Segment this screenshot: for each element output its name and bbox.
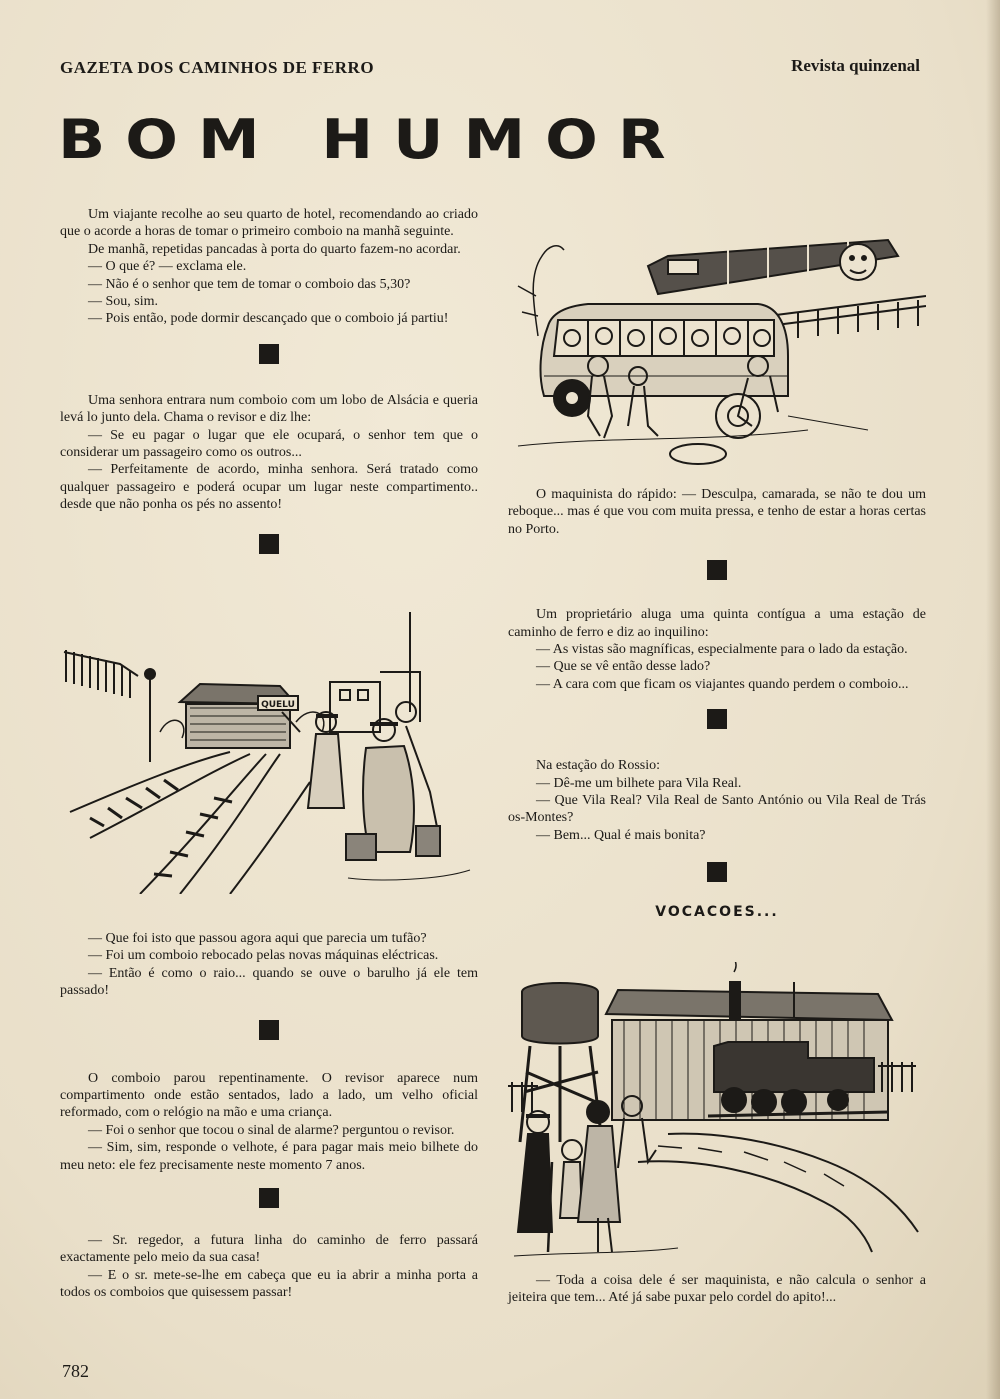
publication-title: GAZETA DOS CAMINHOS DE FERRO [60,58,375,77]
separator-square [259,1188,279,1208]
joke1-paragraph: Um viajante recolhe ao seu quarto de hotel, recomendando ao criado que o acorde a horas de tomar o primeiro comboio na manhã seguinte. [60,207,478,240]
periodicity-label: Revista quinzenal [791,56,920,75]
joke1-line: — Pois então, pode dormir descançado que o comboio já partiu! [88,311,449,327]
joke5-line: — E o sr. mete-se-lhe em cabeça que eu ia abrir a minha porta a todos os comboios que quisessem passar! [60,1267,478,1301]
joke4-paragraph: O comboio parou repentinamente. O revisor aparece num compartimento onde estão sentados, lado a lado, um velho oficial reformado, com o relógio na mão e uma criança. [60,1070,478,1121]
page-edge-shadow [986,0,1000,1399]
bus-illustration-caption: O maquinista do rápido: — Desculpa, camarada, se não te dou um reboque... mas é que vou com muita pressa, e tenho de estar a horas certas no Porto. [508,487,926,537]
joke7-line: Na estação do Rossio: [536,758,661,774]
joke1-paragraph: De manhã, repetidas pancadas à porta do quarto fazem-no acordar. [88,241,461,257]
joke6-line: — As vistas são magníficas, especialmente para o lado da estação. [536,642,908,658]
separator-square [707,862,727,882]
joke3-line: — Foi um comboio rebocado pelas novas máquinas eléctricas. [88,948,439,964]
joke3-line: — Então é como o raio... quando se ouve o barulho já ele tem passado! [60,965,478,999]
joke1-line: — Não é o senhor que tem de tomar o comboio das 5,30? [88,276,411,292]
bus-train-illustration [508,216,926,474]
separator-square [259,1020,279,1040]
joke3-line: — Que foi isto que passou agora aqui que parecia um tufão? [88,931,427,946]
page-title: BOM HUMOR [58,106,686,171]
joke2-line: — Se eu pagar o lugar que ele ocupará, o senhor tem que o considerar um passageiro como os outros... [60,427,478,461]
joke2-line: — Perfeitamente de acordo, minha senhora. Será tratado como qualquer passageiro e poderá ocupar um lugar neste compartimento.. desde que não ponha os pés no assento! [60,462,478,513]
left-column-top [60,206,478,580]
station-sign: QUELU [261,700,295,710]
joke4-line: — Foi o senhor que tocou o sinal de alarme? perguntou o revisor. [88,1122,455,1138]
left-column-bottom [60,930,478,1302]
joke4-line: — Sim, sim, responde o velhote, é para pagar mais meio bilhete do meu neto: ele fez precisamente neste momento 7 anos. [60,1140,478,1173]
page-number: 782 [62,1361,89,1381]
locomotive-illustration [508,962,926,1262]
station-illustration [60,612,478,894]
joke1-line: — Sou, sim. [88,294,159,310]
right-column-text [508,486,926,922]
separator-square [259,534,279,554]
right-column-bottom [508,1272,926,1307]
locomotive-illustration-caption: — Toda a coisa dele é ser maquinista, e não calcula o senhor a jeiteira que tem... Até já sabe puxar pelo cordel do apito!... [508,1273,926,1306]
joke6-paragraph: Um proprietário aluga uma quinta contígua a uma estação de caminho de ferro e diz ao inquilino: [508,607,926,640]
joke7-line: — Dê-me um bilhete para Vila Real. [536,775,742,791]
joke1-line: — O que é? — exclama ele. [88,259,247,275]
joke7-line: — Bem... Qual é mais bonita? [536,827,706,843]
joke2-paragraph: Uma senhora entrara num comboio com um lobo de Alsácia e queria levá lo junto dela. Chama o revisor e diz lhe: [60,392,478,426]
separator-square [259,344,279,364]
joke6-line: — A cara com que ficam os viajantes quando perdem o comboio... [536,676,909,692]
joke7-line: — Que Vila Real? Vila Real de Santo António ou Vila Real de Trás os-Montes? [508,793,926,826]
separator-square [707,560,727,580]
joke6-line: — Que se vê então desse lado? [536,659,711,675]
joke5-line: — Sr. regedor, a futura linha do caminho de ferro passará exactamente pelo meio da sua casa! [60,1233,478,1266]
separator-square [707,709,727,729]
section-heading: VOCACOES... [655,904,779,921]
